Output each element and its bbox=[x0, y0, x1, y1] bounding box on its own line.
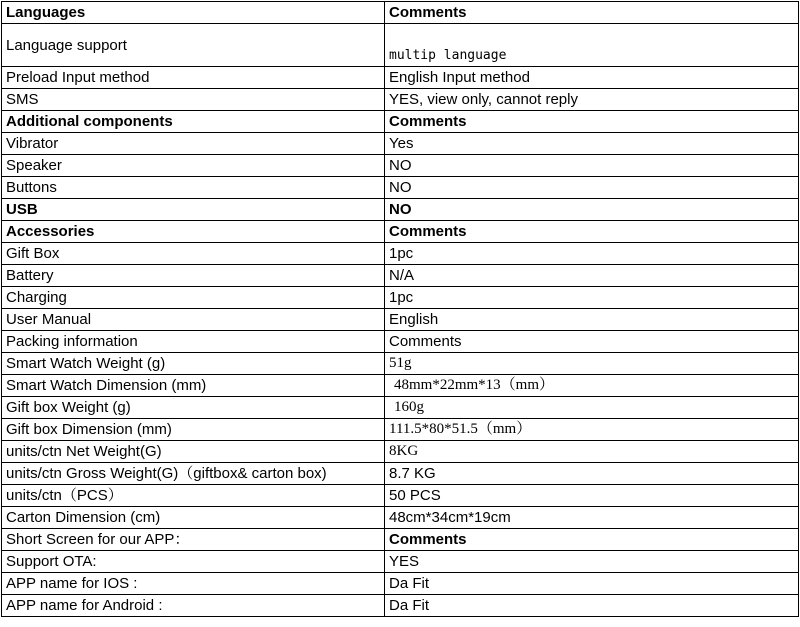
row-value: Comments bbox=[385, 2, 799, 24]
table-row bbox=[2, 177, 799, 199]
row-label: Preload Input method bbox=[2, 67, 385, 89]
row-value: Comments bbox=[385, 331, 799, 353]
row-value: Comments bbox=[385, 111, 799, 133]
row-label: APP name for IOS : bbox=[2, 573, 385, 595]
row-label: Support OTA: bbox=[2, 551, 385, 573]
row-value: Comments bbox=[385, 529, 799, 551]
row-value: English bbox=[385, 309, 799, 331]
table-row bbox=[2, 243, 799, 265]
row-label: User Manual bbox=[2, 309, 385, 331]
row-label: Language support bbox=[2, 24, 385, 67]
row-value: Yes bbox=[385, 133, 799, 155]
row-label: Gift Box bbox=[2, 243, 385, 265]
row-label: units/ctn（PCS） bbox=[2, 485, 385, 507]
row-label: Gift box Dimension (mm) bbox=[2, 419, 385, 441]
row-label: Gift box Weight (g) bbox=[2, 397, 385, 419]
row-label: Languages bbox=[2, 2, 385, 24]
table-row bbox=[2, 89, 799, 111]
row-label: units/ctn Net Weight(G) bbox=[2, 441, 385, 463]
row-label: Smart Watch Dimension (mm) bbox=[2, 375, 385, 397]
row-value: 1pc bbox=[385, 243, 799, 265]
row-value: 51g bbox=[385, 353, 799, 375]
table-row bbox=[2, 485, 799, 507]
row-value: 1pc bbox=[385, 287, 799, 309]
row-label: Charging bbox=[2, 287, 385, 309]
table-row bbox=[2, 287, 799, 309]
row-label: Carton Dimension (cm) bbox=[2, 507, 385, 529]
table-row bbox=[2, 397, 799, 419]
table-row bbox=[2, 67, 799, 89]
row-value: N/A bbox=[385, 265, 799, 287]
row-label: Smart Watch Weight (g) bbox=[2, 353, 385, 375]
table-row bbox=[2, 133, 799, 155]
table-row bbox=[2, 551, 799, 573]
row-label: units/ctn Gross Weight(G)（giftbox& carton box) bbox=[2, 463, 385, 485]
spec-table bbox=[1, 1, 799, 617]
table-row bbox=[2, 595, 799, 617]
row-value: English Input method bbox=[385, 67, 799, 89]
header-row-languages bbox=[2, 2, 799, 24]
row-value: NO bbox=[385, 155, 799, 177]
row-value: NO bbox=[385, 199, 799, 221]
row-value: Comments bbox=[385, 221, 799, 243]
table-row bbox=[2, 265, 799, 287]
row-value: 50 PCS bbox=[385, 485, 799, 507]
row-value: YES bbox=[385, 551, 799, 573]
table-row bbox=[2, 155, 799, 177]
table-row bbox=[2, 507, 799, 529]
row-label: USB bbox=[2, 199, 385, 221]
table-row-app-screenshot bbox=[2, 529, 799, 551]
row-label: SMS bbox=[2, 89, 385, 111]
row-value: 48mm*22mm*13（mm） bbox=[385, 375, 799, 397]
row-value: multip language bbox=[385, 24, 799, 67]
row-label: Battery bbox=[2, 265, 385, 287]
table-row-usb bbox=[2, 199, 799, 221]
row-value: 48cm*34cm*19cm bbox=[385, 507, 799, 529]
header-row-packing-information bbox=[2, 331, 799, 353]
row-value: NO bbox=[385, 177, 799, 199]
row-label: Accessories bbox=[2, 221, 385, 243]
header-row-accessories bbox=[2, 221, 799, 243]
table-row bbox=[2, 441, 799, 463]
row-value: Da Fit bbox=[385, 595, 799, 617]
row-label: APP name for Android : bbox=[2, 595, 385, 617]
row-label: Packing information bbox=[2, 331, 385, 353]
row-label: Short Screen for our APP： bbox=[2, 529, 385, 551]
table-row bbox=[2, 309, 799, 331]
table-row bbox=[2, 353, 799, 375]
table-row bbox=[2, 24, 799, 67]
row-label: Vibrator bbox=[2, 133, 385, 155]
row-label: Speaker bbox=[2, 155, 385, 177]
row-value: Da Fit bbox=[385, 573, 799, 595]
table-row bbox=[2, 573, 799, 595]
row-value: 160g bbox=[385, 397, 799, 419]
row-value: 8.7 KG bbox=[385, 463, 799, 485]
row-value: 111.5*80*51.5（mm） bbox=[385, 419, 799, 441]
row-label: Buttons bbox=[2, 177, 385, 199]
row-label: Additional components bbox=[2, 111, 385, 133]
header-row-additional-components bbox=[2, 111, 799, 133]
table-row bbox=[2, 463, 799, 485]
row-value: 8KG bbox=[385, 441, 799, 463]
row-value: YES, view only, cannot reply bbox=[385, 89, 799, 111]
table-row bbox=[2, 375, 799, 397]
table-row bbox=[2, 419, 799, 441]
